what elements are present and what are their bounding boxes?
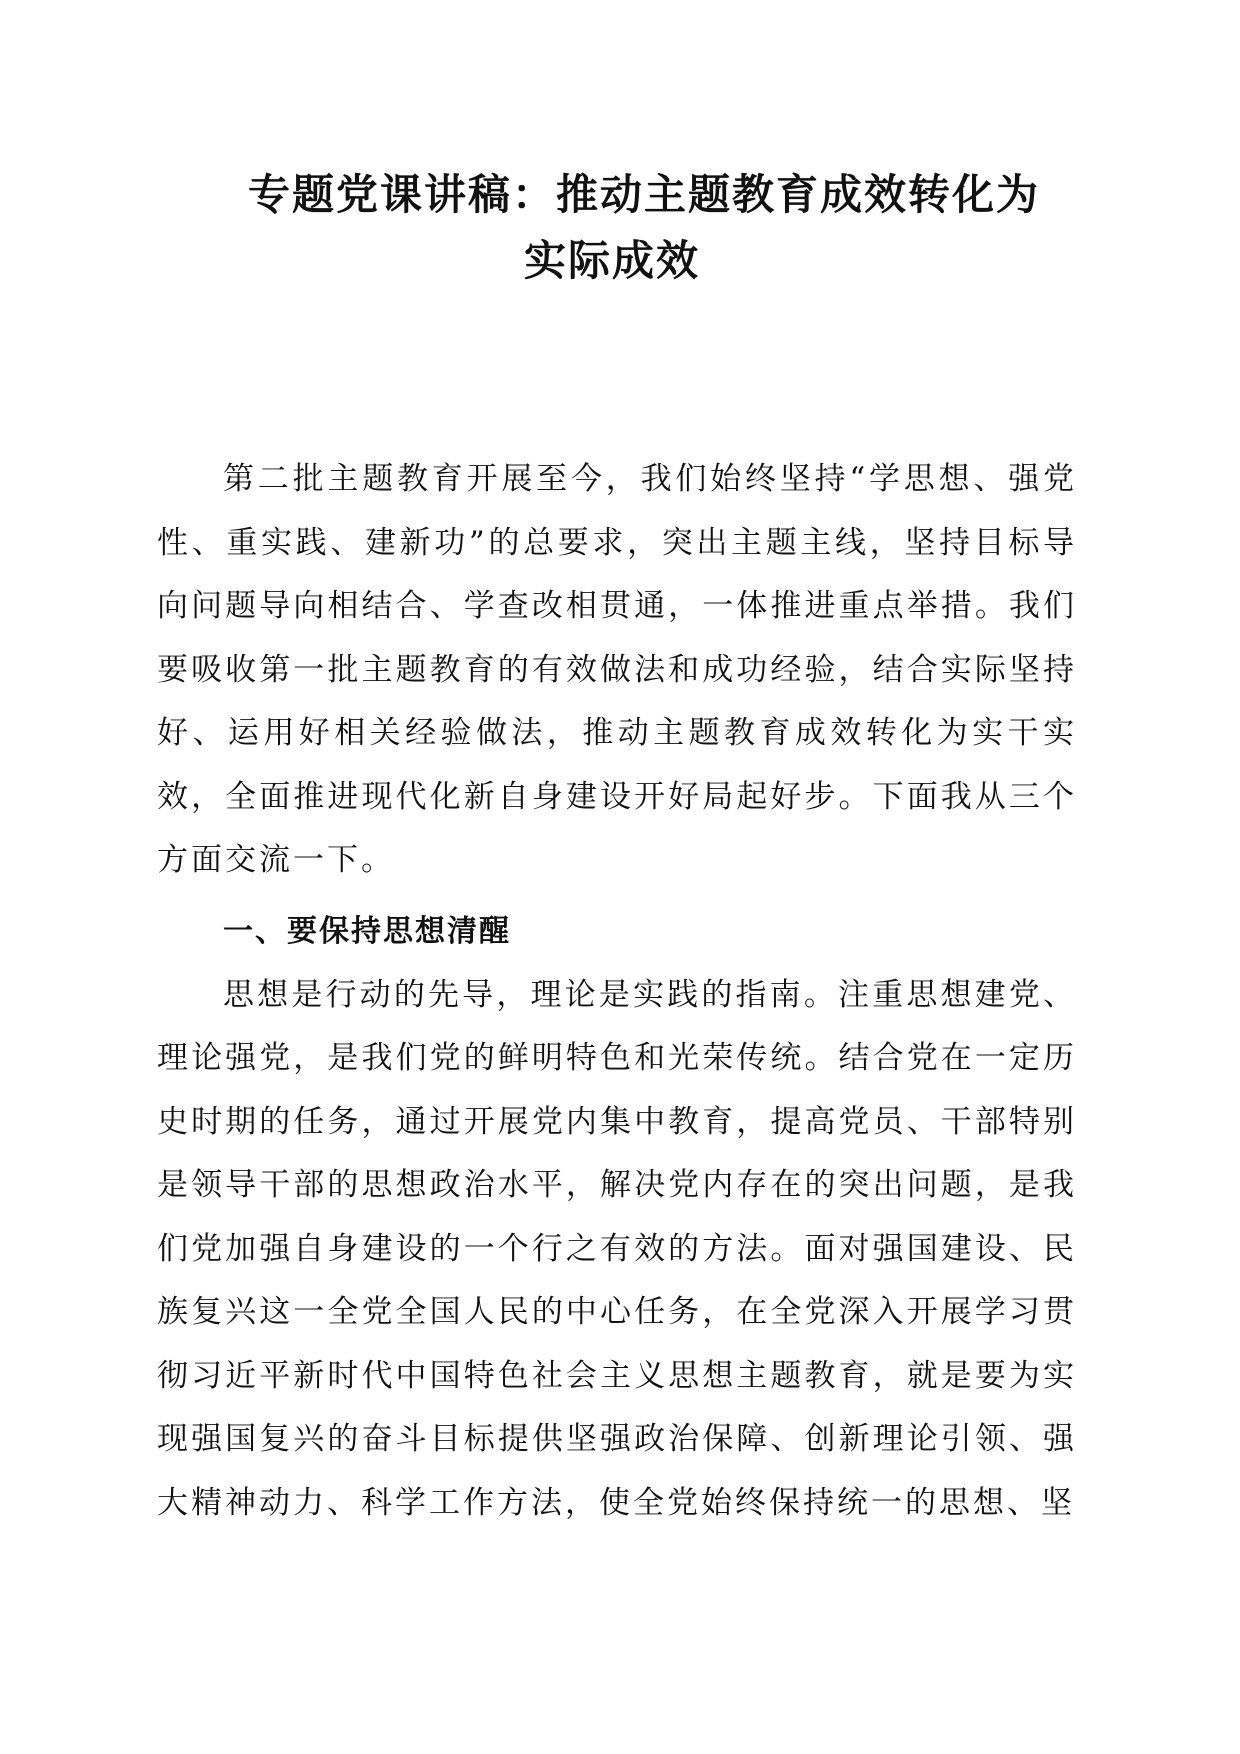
intro-paragraph: 第二批主题教育开展至今，我们始终坚持“学思想、强党性、重实践、建新功”的总要求，突出主题主线，坚持目标导向问题导向相结合、学查改相贯通，一体推进重点举措。我们要吸收第一批主题教育的有效做法和成功经验，结合实际坚持好、运用好相关经验做法，推动主题教育成效转化为实干实效，全面推进现代化新自身建设开好局起好步。下面我从三个方面交流一下。 <box>157 461 1077 878</box>
intro-section <box>157 448 1077 893</box>
document-title <box>140 162 1100 294</box>
title-line-1: 专题党课讲稿：推动主题教育成效转化为 <box>248 170 1041 219</box>
section-1-paragraph: 思想是行动的先导，理论是实践的指南。注重思想建党、理论强党，是我们党的鲜明特色和光荣传统。结合党在一定历史时期的任务，通过开展党内集中教育，提高党员、干部特别是领导干部的思想政治水平，解决党内存在的突出问题，是我们党加强自身建设的一个行之有效的方法。面对强国建设、民族复兴这一全党全国人民的中心任务，在全党深入开展学习贯彻习近平新时代中国特色社会主义思想主题教育，就是要为实现强国复兴的奋斗目标提供坚强政治保障、创新理论引领、强大精神动力、科学工作方法，使全党始终保持统一的思想、坚 <box>157 976 1077 1521</box>
title-line-2: 实际成效 <box>524 236 701 285</box>
section-1-heading: 一、要保持思想清醒 <box>223 914 511 949</box>
section-1 <box>157 900 1077 1535</box>
